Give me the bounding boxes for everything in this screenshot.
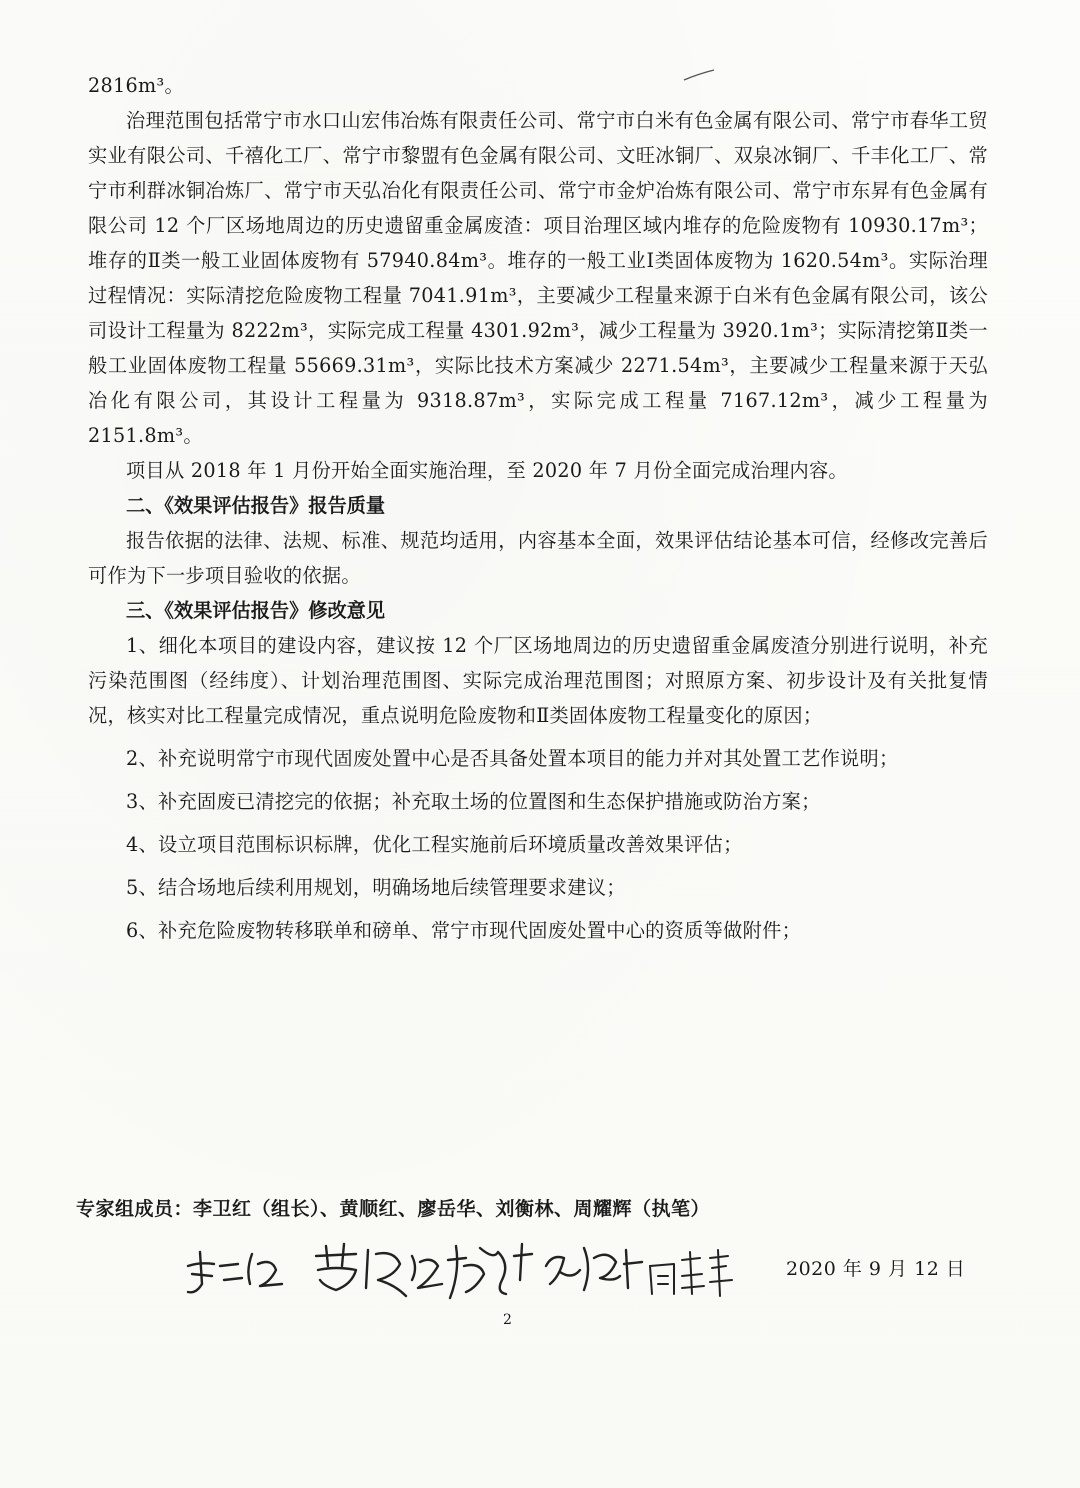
section-2-text: 报告依据的法律、法规、标准、规范均适用，内容基本全面，效果评估结论基本可信，经修改完善后可作为下一步项目验收的依据。	[88, 529, 988, 587]
handwritten-signatures	[180, 1236, 740, 1306]
signature-3	[448, 1244, 532, 1298]
revision-item-1: 1、细化本项目的建设内容，建议按 12 个厂区场地周边的历史遗留重金属废渣分别进行说明，补充污染范围图（经纬度）、计划治理范围图、实际完成治理范围图；对照原方案、初步设计及有关批复情况，核实对比工程量完成情况，重点说明危险废物和Ⅱ类固体废物工程量变化的原因；	[88, 634, 988, 727]
revision-item-2: 2、补充说明常宁市现代固废处置中心是否具备处置本项目的能力并对其处置工艺作说明；	[126, 747, 899, 770]
signature-2	[316, 1244, 442, 1296]
revision-item-3: 3、补充固废已清挖完的依据；补充取土场的位置图和生态保护措施或防治方案；	[126, 790, 821, 813]
section-3-heading: 三、《效果评估报告》修改意见	[126, 599, 386, 622]
revision-item-6: 6、补充危险废物转移联单和磅单、常宁市现代固废处置中心的资质等做附件；	[126, 919, 802, 942]
revision-item-5: 5、结合场地后续利用规划，明确场地后续管理要求建议；	[126, 876, 626, 899]
paragraph-timeline: 项目从 2018 年 1 月份开始全面实施治理，至 2020 年 7 月份全面完成治理内容。	[126, 459, 848, 482]
section-2-heading: 二、《效果评估报告》报告质量	[126, 494, 386, 517]
signature-1	[188, 1252, 282, 1292]
paragraph-scope: 治理范围包括常宁市水口山宏伟冶炼有限责任公司、常宁市白米有色金属有限公司、常宁市春华工贸实业有限公司、千禧化工厂、常宁市黎盟有色金属有限公司、文旺冰铜厂、双泉冰铜厂、千丰化工厂、常宁市利群冰铜冶炼厂、常宁市天弘冶化有限责任公司、常宁市金炉冶炼有限公司、常宁市东昇有色金属有限公司 12 个厂区场地周边的历史遗留重金属废渣：项目治理区域内堆存的危险废物有 10930.17m³；堆存的Ⅱ类一般工业固体废物有 57940.84m³。堆存的一般工业Ⅰ类固体废物为 1620.54m³。实际治理过程情况：实际清挖危险废物工程量 7041.91m³，主要减少工程量来源于白米有色金属有限公司，该公司设计工程量为 8222m³，实际完成工程量 4301.92m³，减少工程量为 3920.1m³；实际清挖第Ⅱ类一般工业固体废物工程量 55669.31m³，实际比技术方案减少 2271.54m³，主要减少工程量来源于天弘冶化有限公司，其设计工程量为 9318.87m³，实际完成工程量 7167.12m³，减少工程量为 2151.8m³。	[88, 109, 988, 447]
revision-item-4: 4、设立项目范围标识标牌，优化工程实施前后环境质量改善效果评估；	[126, 833, 743, 856]
document-date: 2020 年 9 月 12 日	[786, 1258, 966, 1280]
expert-team-members: 专家组成员：李卫红（组长）、黄顺红、廖岳华、刘衡林、周耀辉（执笔）	[76, 1198, 711, 1220]
page-number: 2	[503, 1312, 512, 1328]
document-body	[88, 68, 988, 948]
signature-5	[650, 1250, 732, 1296]
carry-over-line: 2816m³。	[88, 74, 185, 97]
signature-4	[546, 1248, 642, 1290]
